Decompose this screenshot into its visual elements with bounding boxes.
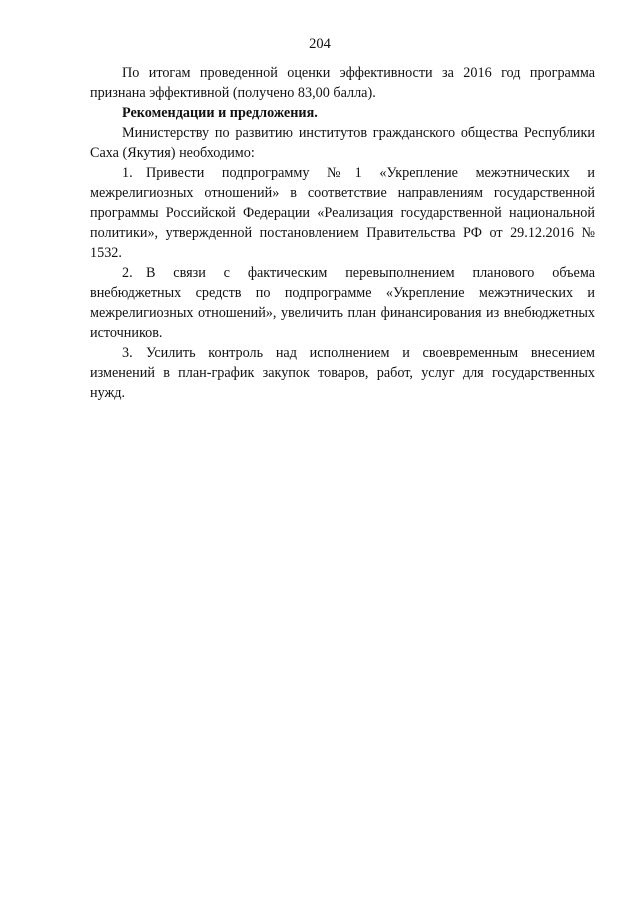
recommendations-heading: Рекомендации и предложения. — [122, 105, 318, 121]
document-body — [90, 63, 595, 403]
list-item-text: Привести подпрограмму №1 «Укрепление межэтнических и межрелигиозных отношений» в соответствие направлениям государственной программы Российской Федерации «Реализация государственной национальной политики», утвержденной постановлением Правительства РФ от 29.12.2016 № 1532. — [90, 165, 595, 261]
list-item — [90, 343, 595, 403]
list-item-number: 2. — [122, 265, 133, 281]
list-item-number: 3. — [122, 345, 133, 361]
list-item — [90, 163, 595, 263]
list-item — [90, 263, 595, 343]
list-item-number: 1. — [122, 165, 133, 181]
list-item-text: Усилить контроль над исполнением и своевременным внесением изменений в план-график закупок товаров, работ, услуг для государственных нужд. — [90, 345, 595, 401]
intro-paragraph: Министерству по развитию институтов гражданского общества Республики Саха (Якутия) необходимо: — [90, 125, 595, 161]
page-number: 204 — [309, 36, 331, 52]
conclusion-paragraph: По итогам проведенной оценки эффективности за 2016 год программа признана эффективной (получено 83,00 балла). — [90, 65, 595, 101]
list-item-text: В связи с фактическим перевыполнением планового объема внебюджетных средств по подпрограмме «Укрепление межэтнических и межрелигиозных отношений», увеличить план финансирования из внебюджетных источников. — [90, 265, 595, 341]
